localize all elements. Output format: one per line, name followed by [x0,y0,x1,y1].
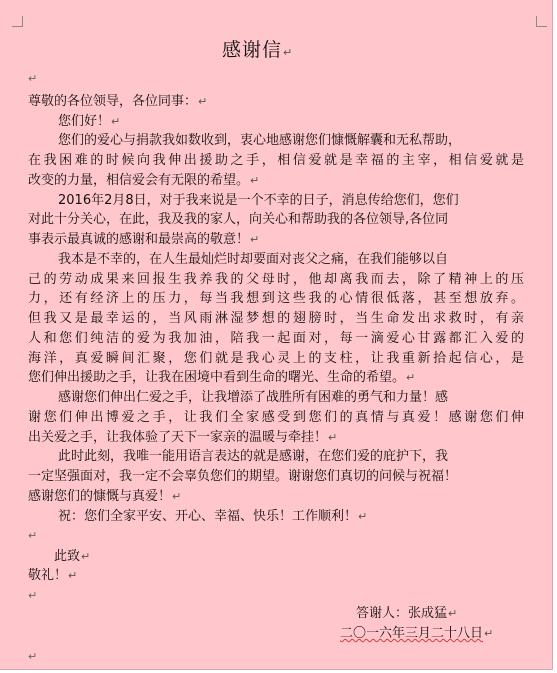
body-line: 事表示最真诚的感谢和最崇高的敬意！↵ [28,232,260,247]
paragraph-mark: ↵ [358,510,368,523]
paragraph-mark: ↵ [250,233,260,246]
paragraph-mark: ↵ [484,627,494,640]
paragraph-mark: ↵ [250,174,260,187]
wishes-line: 祝：您们全家平安、开心、幸福、快乐！工作顺利！↵ [58,509,368,524]
signer: 答谢人：张成猛↵ [356,606,458,621]
body-line: 出关爱之手，让我体验了天下一家亲的温暖与牵挂！↵ [28,430,338,445]
body-line: 您们的爱心与捐款我如数收到，衷心地感谢您们慷慨解囊和无私帮助， [58,133,462,148]
paragraph-mark: ↵ [28,650,38,663]
body-line: 我本是不幸的，在人生最灿烂时却要面对丧父之痛，在我们能够以自 [58,252,449,267]
paragraph-mark: ↵ [81,550,91,563]
paragraph-mark: ↵ [198,95,208,108]
body-line: 2016年2月8日，对于我来说是一个不幸的日子，消息传给您们，您们 [58,193,459,208]
paragraph-mark: ↵ [172,490,182,503]
closing-jingli: 敬礼！↵ [28,568,78,583]
body-line: 谢您们伸出博爱之手，让我们全家感受到您们的真情与真爱！感谢您们伸 [28,410,524,425]
body-line: 感谢您们的慷慨与真爱！↵ [28,489,182,504]
body-line: 一定坚强面对，我一定不会辜负您们的期望。谢谢您们真切的问候与祝福！ [28,469,458,484]
paragraph-mark: ↵ [28,529,38,542]
margin-corner-top-right [536,16,547,27]
greeting: 您们好！↵ [58,114,121,129]
margin-corner-top-left [12,16,23,27]
signature-date: 二〇一六年三月二十八日↵ [340,626,494,641]
body-line: 在我困难的时候向我伸出援助之手，相信爱就是幸福的主宰，相信爱就是 [28,153,524,168]
paragraph-mark: ↵ [328,431,338,444]
body-line: 您们伸出援助之手，让我在困境中看到生命的曙光、生命的希望。↵ [28,370,416,385]
paragraph-mark: ↵ [28,589,38,602]
body-line: 改变的力量，相信爱会有无限的希望。↵ [28,173,260,188]
letter-title-text: 感谢信 [222,39,283,61]
paragraph-mark: ↵ [28,72,38,85]
paragraph-mark: ↵ [448,607,458,620]
letter-title [222,35,293,62]
closing-cizhi: 此致↵ [54,549,91,564]
body-line: 感谢您们伸出仁爱之手，让我增添了战胜所有困难的勇气和力量！感 [58,390,449,405]
salutation: 尊敬的各位领导，各位同事：↵ [28,94,208,109]
body-line: 此时此刻，我唯一能用语言表达的就是感谢，在您们爱的庇护下，我 [58,449,449,464]
body-line: 力，还有经济上的压力，每当我想到这些我的心情很低落，甚至想放弃。 [28,291,524,306]
paragraph-mark: ↵ [68,569,78,582]
body-line: 人和您们纯洁的爱为我加油，陪我一起面对，每一滴爱心甘露都汇入爱的 [28,331,524,346]
body-line: 但我又是最幸运的，当风雨淋湿梦想的翅膀时，当生命发出求救时，有亲 [28,311,524,326]
paragraph-mark: ↵ [283,46,294,59]
body-line: 海洋，真爱瞬间汇聚，您们就是我心灵上的支柱，让我重新拾起信心，是 [28,351,524,366]
body-line: 对此十分关心，在此，我及我的家人，向关心和帮助我的各位领导,各位同 [28,212,449,227]
paragraph-mark: ↵ [406,371,416,384]
paragraph-mark: ↵ [111,115,121,128]
body-line: 己的劳动成果来回报生我养我的父母时，他却离我而去，除了精神上的压 [28,272,524,287]
